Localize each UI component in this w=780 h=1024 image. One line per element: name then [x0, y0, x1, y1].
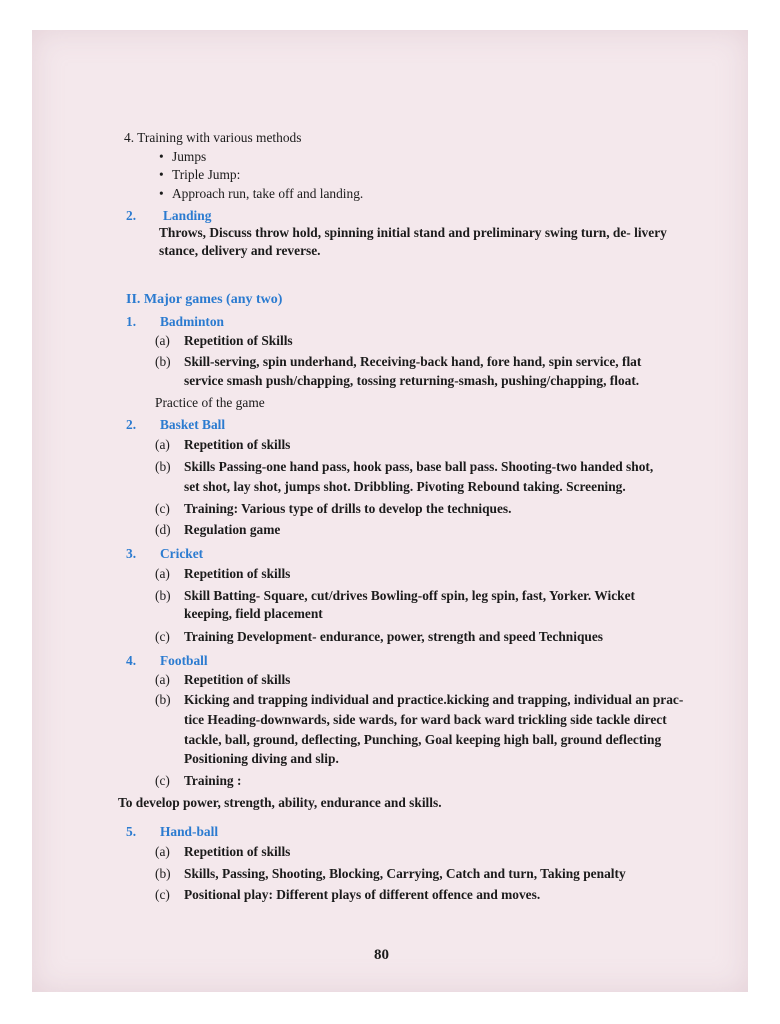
list-item: Skills, Passing, Shooting, Blocking, Carrying, Catch and turn, Taking penalty	[184, 866, 626, 881]
bullet-marker: •	[159, 186, 164, 201]
list-item: Positional play: Different plays of different offence and moves.	[184, 887, 541, 902]
hand-ball-heading: Hand-ball	[160, 824, 219, 839]
list-item-continued: set shot, lay shot, jumps shot. Dribbling. Pivoting Rebound taking. Screening.	[184, 479, 626, 494]
practice-line: Practice of the game	[155, 395, 265, 410]
list-item: Repetition of skills	[184, 437, 291, 452]
list-item: Regulation game	[184, 522, 281, 537]
list-item: Training Development- endurance, power, strength and speed Techniques	[184, 629, 603, 644]
list-item: Skills Passing-one hand pass, hook pass, base ball pass. Shooting-two handed shot,	[184, 459, 654, 474]
item-label: (b)	[155, 692, 171, 707]
list-item-continued: service smash push/chapping, tossing returning-smash, pushing/chapping, float.	[184, 373, 640, 388]
bullet-item: Jumps	[172, 149, 207, 164]
list-item: Skill-serving, spin underhand, Receiving-back hand, fore hand, spin service, flat	[184, 354, 642, 369]
list-item: Kicking and trapping individual and practice.kicking and trapping, individual an prac-	[184, 692, 684, 707]
list-item-continued: Positioning diving and slip.	[184, 751, 339, 766]
bullet-item: Approach run, take off and landing.	[172, 186, 364, 201]
item-label: (a)	[155, 333, 170, 348]
list-item: Repetition of skills	[184, 672, 291, 687]
bullet-marker: •	[159, 149, 164, 164]
list-item: Repetition of skills	[184, 566, 291, 581]
major-games-heading: II. Major games (any two)	[126, 292, 283, 307]
list-item-continued: tackle, ball, ground, deflecting, Punching, Goal keeping high ball, ground deflecting	[184, 732, 662, 747]
cricket-heading: Cricket	[160, 546, 204, 561]
item-label: (d)	[155, 522, 171, 537]
landing-text-line: stance, delivery and reverse.	[159, 243, 321, 258]
landing-text-line: Throws, Discuss throw hold, spinning initial stand and preliminary swing turn, de- livery	[159, 225, 667, 240]
item-label: (b)	[155, 354, 171, 369]
item-label: (c)	[155, 501, 170, 516]
football-heading: Football	[160, 653, 208, 668]
develop-line: To develop power, strength, ability, endurance and skills.	[118, 795, 442, 810]
badminton-heading: Badminton	[160, 314, 224, 329]
section-number: 4.	[126, 653, 137, 668]
item-label: (a)	[155, 566, 170, 581]
list-item: Repetition of Skills	[184, 333, 293, 348]
list-item: Skill Batting- Square, cut/drives Bowling-off spin, leg spin, fast, Yorker. Wicket	[184, 588, 635, 603]
item-label: (c)	[155, 887, 170, 902]
item-label: (c)	[155, 773, 170, 788]
section-number: 2.	[126, 417, 137, 432]
bullet-marker: •	[159, 167, 164, 182]
bullet-item: Triple Jump:	[172, 167, 241, 182]
training-methods-heading: 4. Training with various methods	[124, 130, 302, 145]
section-number: 2.	[126, 208, 137, 223]
item-label: (b)	[155, 866, 171, 881]
item-label: (b)	[155, 588, 171, 603]
section-number: 3.	[126, 546, 137, 561]
item-label: (a)	[155, 437, 170, 452]
item-label: (a)	[155, 672, 170, 687]
section-number: 5.	[126, 824, 137, 839]
section-number: 1.	[126, 314, 137, 329]
list-item: Training: Various type of drills to develop the techniques.	[184, 501, 512, 516]
landing-heading: Landing	[163, 208, 212, 223]
item-label: (b)	[155, 459, 171, 474]
page-number: 80	[374, 947, 389, 963]
list-item: Repetition of skills	[184, 844, 291, 859]
list-item: Training :	[184, 773, 242, 788]
item-label: (a)	[155, 844, 170, 859]
basket-ball-heading: Basket Ball	[160, 417, 226, 432]
list-item-continued: keeping, field placement	[184, 606, 323, 621]
item-label: (c)	[155, 629, 170, 644]
list-item-continued: tice Heading-downwards, side wards, for ward back ward trickling side tackle direct	[184, 712, 667, 727]
